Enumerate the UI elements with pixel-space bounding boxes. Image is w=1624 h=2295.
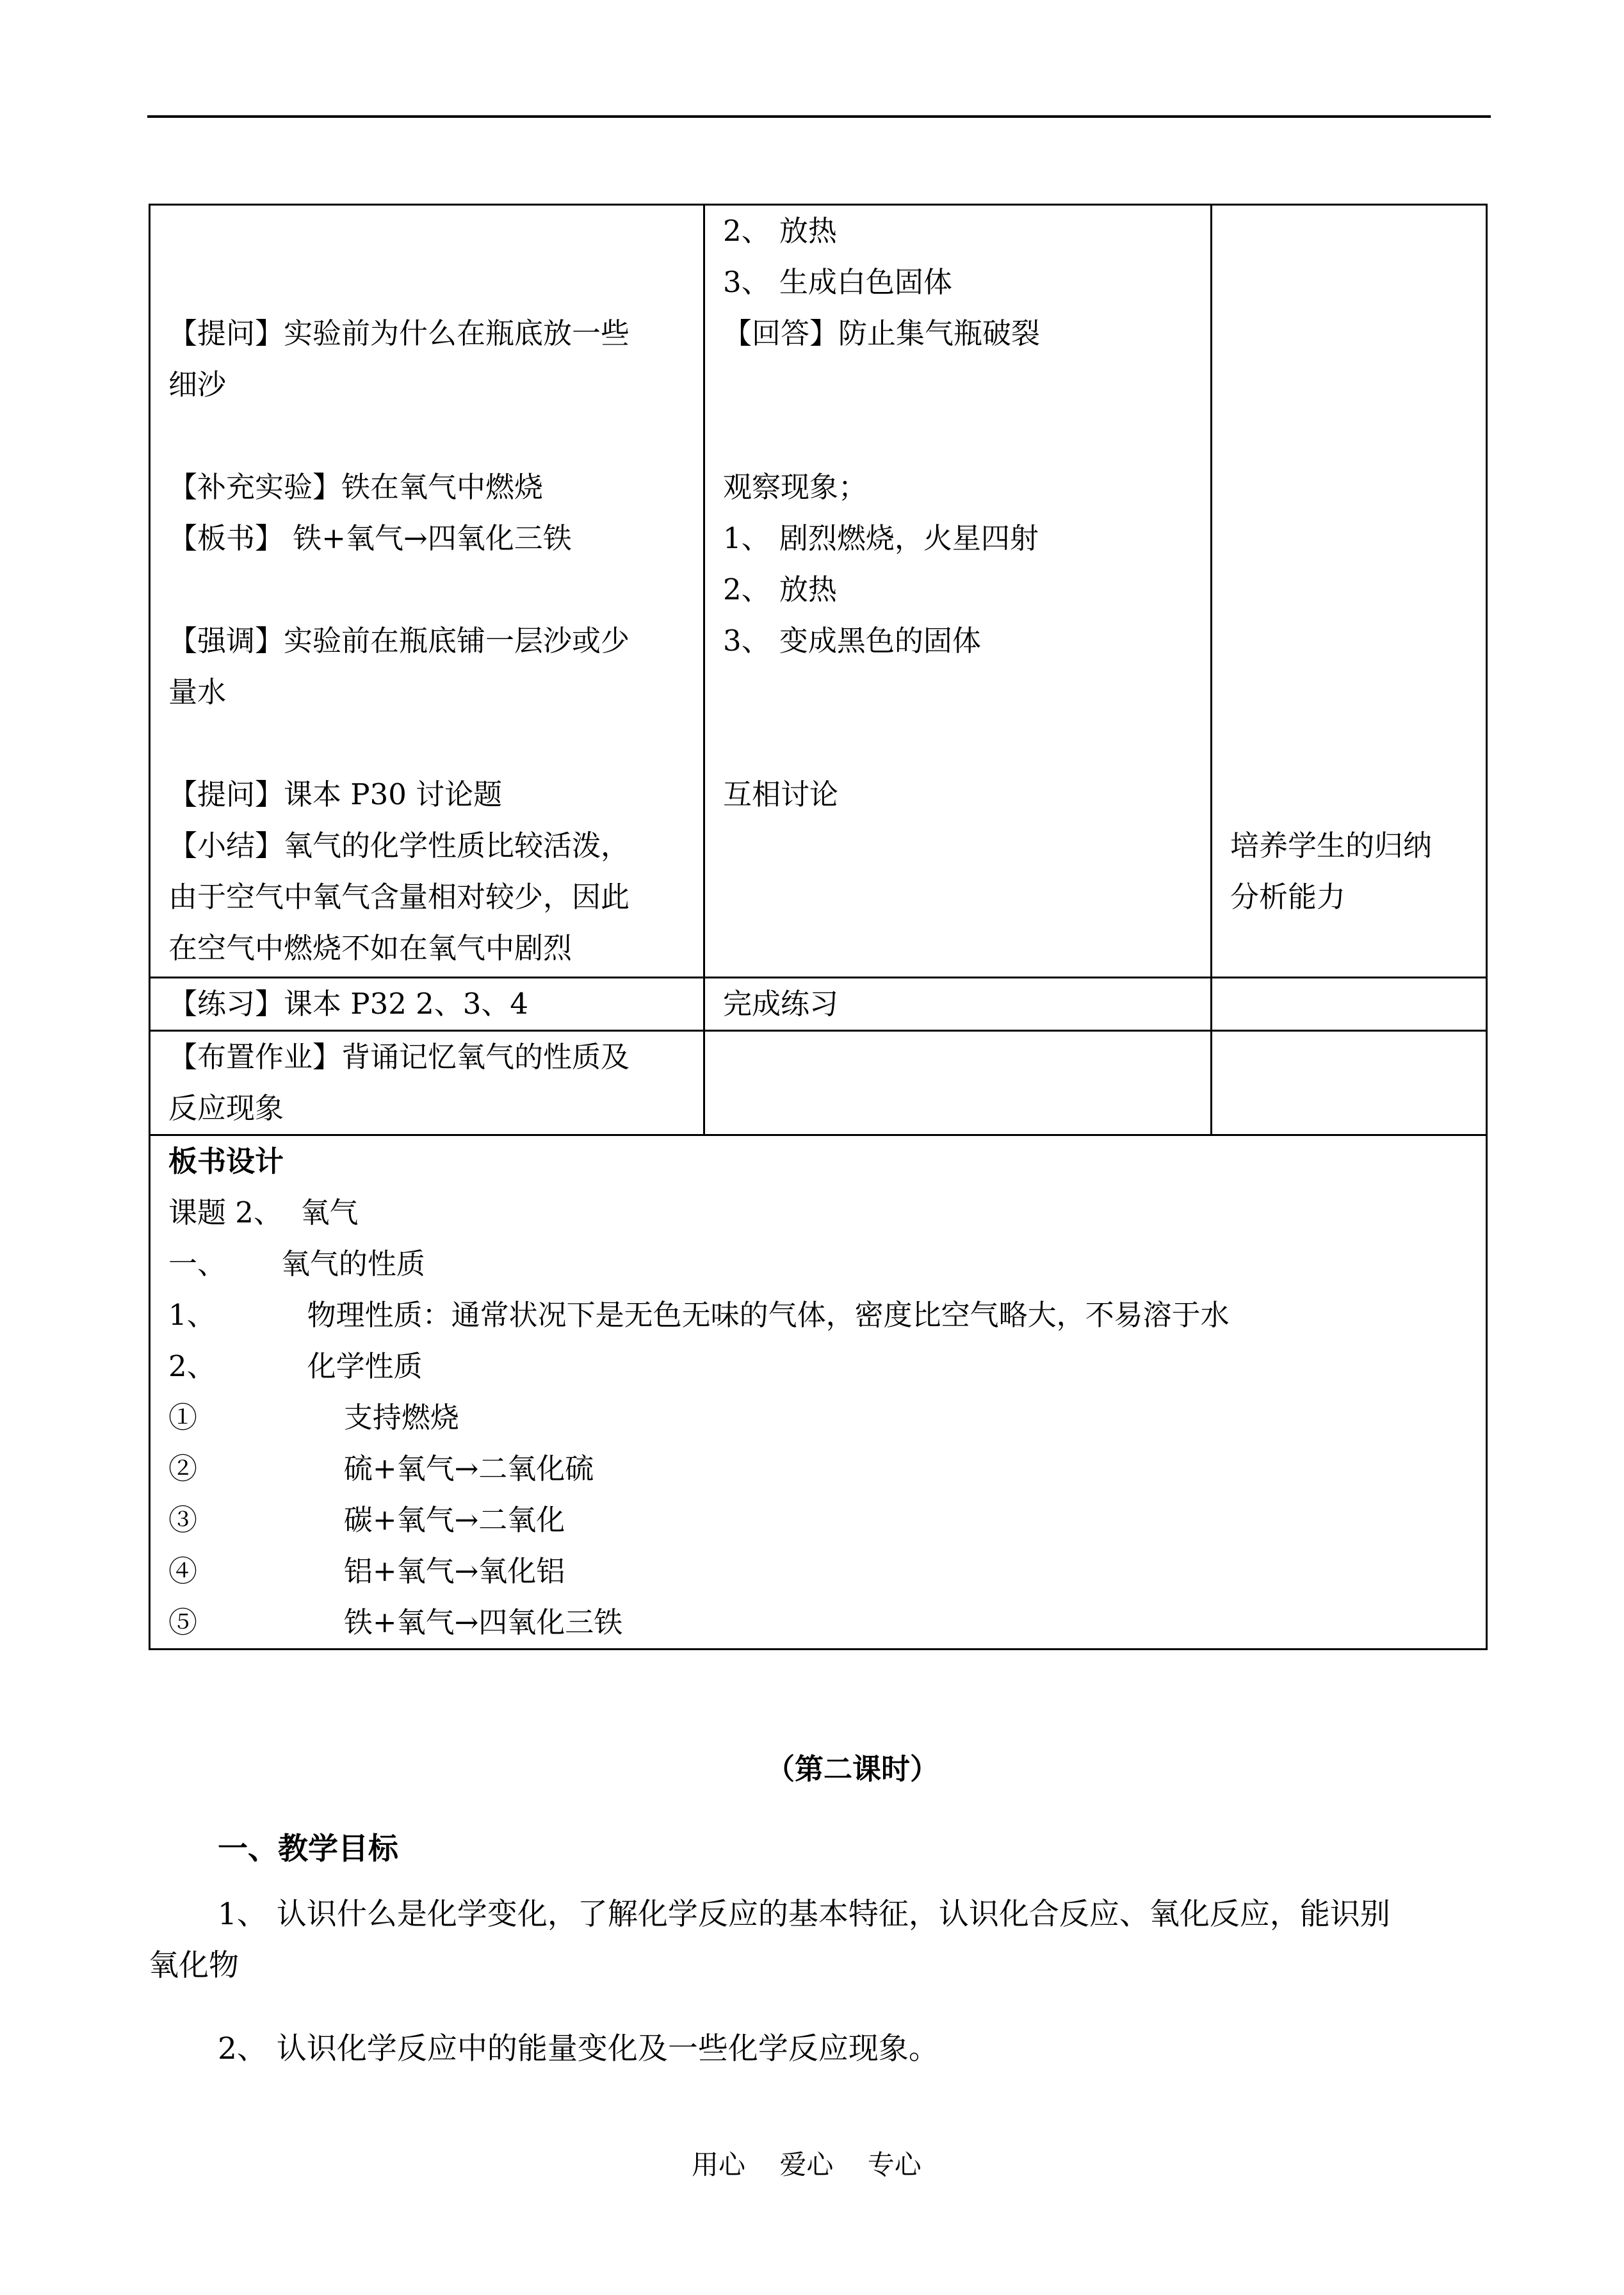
text-line [1230,359,1468,410]
text-line [1230,667,1468,718]
text-line: 【提问】实验前为什么在瓶底放一些 [168,316,630,350]
text-line [1230,206,1468,257]
lesson-table [149,204,1488,1650]
table-row-exercise [150,978,1487,1031]
design-intent-cell [1212,205,1487,978]
text-line: 观察现象； [723,470,868,504]
text-line: 由于空气中氧气含量相对较少，因此 [168,880,630,914]
homework-cell [150,1031,704,1135]
text-line: 【提问】课本 P30 讨论题 [168,777,503,811]
homework-student-text [723,1032,1192,1083]
text-line: 【板书】 铁+氧气→四氧化三铁 [168,521,572,555]
text-line [723,410,1192,462]
text-line: 3、 变成黑色的固体 [723,624,981,658]
text-line [723,923,1192,974]
text-line: 1、 剧烈燃烧，火星四射 [723,521,1039,555]
text-line: 培养学生的归纳 [1230,829,1433,863]
board-line: 一、 氧气的性质 [168,1247,425,1281]
text-line [723,667,1192,718]
board-line: ② 硫+氧气→二氧化硫 [168,1452,594,1486]
text-line: 【小结】氧气的化学性质比较活泼， [168,829,630,863]
text-line [723,718,1192,769]
exercise-intent-text [1230,978,1468,1030]
board-line: 1、 物理性质：通常状况下是无色无味的气体，密度比空气略大，不易溶于水 [168,1298,1230,1332]
objective-1 [149,1889,1493,1991]
board-line: 2、 化学性质 [168,1349,423,1383]
exercise-student-cell [704,978,1212,1031]
exercise-cell [150,978,704,1031]
text-line: 2、 放热 [723,572,837,606]
board-design-cell [150,1135,1487,1650]
text-line [1230,462,1468,513]
board-line: ④ 铝+氧气→氧化铝 [168,1554,565,1588]
text-line: 【回答】防止集气瓶破裂 [723,316,1041,350]
exercise-intent-cell [1212,978,1487,1031]
text-line: 在空气中燃烧不如在氧气中剧烈 [168,931,572,965]
exercise-student-text: 完成练习 [723,987,839,1021]
text-line [723,359,1192,410]
homework-text: 反应现象 [168,1091,284,1125]
table-row-homework [150,1031,1487,1135]
teacher-activity-cell [150,205,704,978]
text-line [1230,513,1468,564]
text-line: 细沙 [168,368,227,401]
text-line [1230,308,1468,359]
text-line [1230,923,1468,974]
text-line [1230,615,1468,667]
text-line [1230,769,1468,820]
board-design-title: 板书设计 [168,1144,284,1178]
text-line: 3、 生成白色固体 [723,265,952,299]
objective-1-line: 氧化物 [149,1948,239,1983]
board-line: 课题 2、 氧气 [168,1196,359,1229]
page-footer: 用心 爱心 专心 [692,2149,922,2180]
text-line [1230,718,1468,769]
text-line [168,564,685,615]
text-line [168,206,685,257]
section-title: （第二课时） [766,1752,939,1786]
text-line: 【强调】实验前在瓶底铺一层沙或少 [168,624,630,658]
homework-intent-cell [1212,1031,1487,1135]
homework-text: 【布置作业】背诵记忆氧气的性质及 [168,1040,630,1074]
homework-student-cell [704,1031,1212,1135]
text-line: 【补充实验】铁在氧气中燃烧 [168,470,544,504]
teaching-objectives-heading: 一、教学目标 [218,1831,398,1867]
table-row-board-design [150,1135,1487,1650]
text-line: 2、 放热 [723,214,837,248]
text-line [168,410,685,462]
objective-2: 2、 认识化学反应中的能量变化及一些化学反应现象。 [218,2031,939,2066]
header-rule [147,115,1491,118]
text-line: 量水 [168,675,227,709]
text-line [1230,257,1468,308]
text-line: 分析能力 [1230,880,1346,914]
text-line [1230,564,1468,615]
objective-1-line: 1、 认识什么是化学变化，了解化学反应的基本特征，认识化合反应、氧化反应，能识别 [218,1897,1390,1932]
student-activity-cell [704,205,1212,978]
text-line [168,257,685,308]
board-line: ① 支持燃烧 [168,1400,459,1434]
text-line [168,718,685,769]
text-line: 互相讨论 [723,777,839,811]
table-row-activities [150,205,1487,978]
exercise-text: 【练习】课本 P32 2、3、4 [168,987,529,1021]
text-line [1230,410,1468,462]
text-line [723,820,1192,872]
text-line [723,872,1192,923]
board-line: ⑤ 铁+氧气→四氧化三铁 [168,1605,623,1639]
homework-intent-text [1230,1032,1468,1083]
board-line: ③ 碳+氧气→二氧化 [168,1503,565,1537]
